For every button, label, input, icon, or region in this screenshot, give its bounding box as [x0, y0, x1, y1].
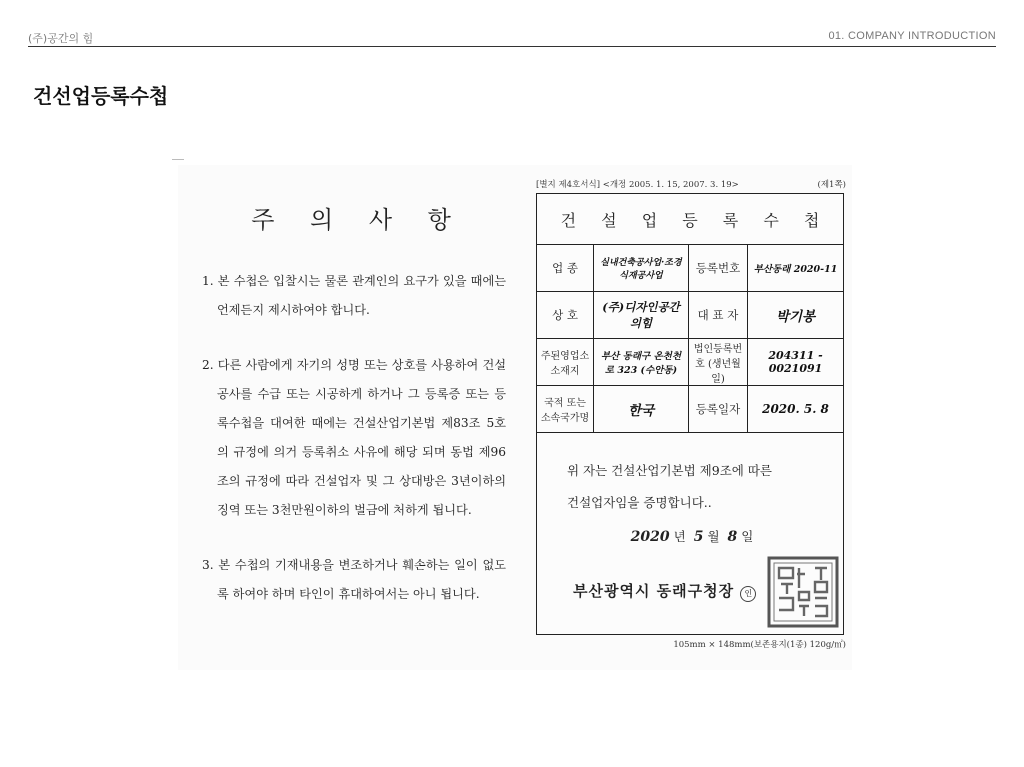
issuer-name: [573, 580, 756, 602]
page-title: 건선업등록수첩: [33, 84, 169, 108]
form-reference: [별지 제4호서식] <개정 2005. 1. 15, 2007. 3. 19>: [536, 180, 739, 190]
certificate-statement: [537, 433, 843, 519]
form-page-number: (제1쪽): [817, 180, 846, 190]
form-meta: [536, 178, 846, 190]
certificate-title: 건 설 업 등 록 수 첩: [537, 194, 843, 245]
issue-day: 8: [727, 529, 738, 545]
field-label: 주된영업소 소재지: [537, 339, 594, 386]
table-row: [537, 386, 843, 433]
issue-year: 2020: [630, 529, 670, 545]
day-unit: 일: [741, 529, 754, 544]
notice-item-1: 1. 본 수첩은 입찰시는 물론 관계인의 요구가 있을 때에는 언제든지 제시하여야 합니다.: [202, 274, 506, 317]
certificate-page: [536, 178, 846, 650]
field-label: 대 표 자: [689, 292, 748, 339]
corporate-number-value: 204311 - 0021091: [748, 339, 844, 386]
statement-line-2: 건설업자임을 증명합니다..: [567, 495, 712, 510]
notice-page: [196, 200, 506, 635]
table-row: [537, 339, 843, 386]
field-label: 법인등록번호 (생년월일): [689, 339, 748, 386]
section-label: 01. COMPANY INTRODUCTION: [828, 30, 996, 42]
registration-date-value: 2020. 5. 8: [748, 386, 844, 433]
table-row: [537, 292, 843, 339]
certificate-form: [536, 193, 844, 635]
table-row: [537, 245, 843, 292]
representative-value: 박기봉: [748, 292, 844, 339]
seal-mark: 인: [740, 586, 756, 602]
address-value: 부산 동래구 온천천로 323 (수안동): [594, 339, 689, 386]
certificate-table: [537, 245, 843, 433]
scan-crop-mark: [172, 159, 184, 160]
notice-item-2: 2. 다른 사람에게 자기의 성명 또는 상호를 사용하여 건설공사를 수급 또는 시공하게 하거나 그 등록증 또는 등록수첩을 대여한 때에는 건설산업기본법 제83조 5호의 규정에 의거 등록취소 사유에 해당 되며 동법 제96조의 규정에 따라 건설업자 및 그 상대방은 3년이하의 징역 또는 3천만원이하의 벌금에 처하게 됩니다.: [202, 358, 506, 517]
company-name: (주)공간의 힘: [28, 32, 94, 45]
notice-title: 주 의 사 항: [251, 206, 465, 234]
registration-number-value: 부산동래 2020-11: [748, 245, 844, 292]
field-label: 업 종: [537, 245, 594, 292]
statement-line-1: 위 자는 건설산업기본법 제9조에 따른: [567, 463, 772, 478]
notice-item-3: 3. 본 수첩의 기재내용을 변조하거나 훼손하는 일이 없도록 하여야 하며 타인이 휴대하여서는 아니 됩니다.: [202, 558, 506, 601]
nationality-value: 한국: [594, 386, 689, 433]
form-footer: 105mm × 148mm(보존용지(1종) 120g/㎡): [673, 640, 846, 650]
issue-date: [537, 527, 843, 545]
business-type-value: 실내건축공사업·조경식재공사업: [594, 245, 689, 292]
month-unit: 월: [707, 529, 720, 544]
field-label: 등록번호: [689, 245, 748, 292]
issue-month: 5: [693, 529, 704, 545]
field-label: 국적 또는 소속국가명: [537, 386, 594, 433]
company-name-value: (주)디자인공간의힘: [594, 292, 689, 339]
header-divider: [28, 46, 996, 47]
official-seal-icon: [767, 556, 839, 628]
field-label: 상 호: [537, 292, 594, 339]
issuer-text: 부산광역시 동래구청장: [573, 582, 735, 600]
year-unit: 년: [673, 529, 686, 544]
field-label: 등록일자: [689, 386, 748, 433]
